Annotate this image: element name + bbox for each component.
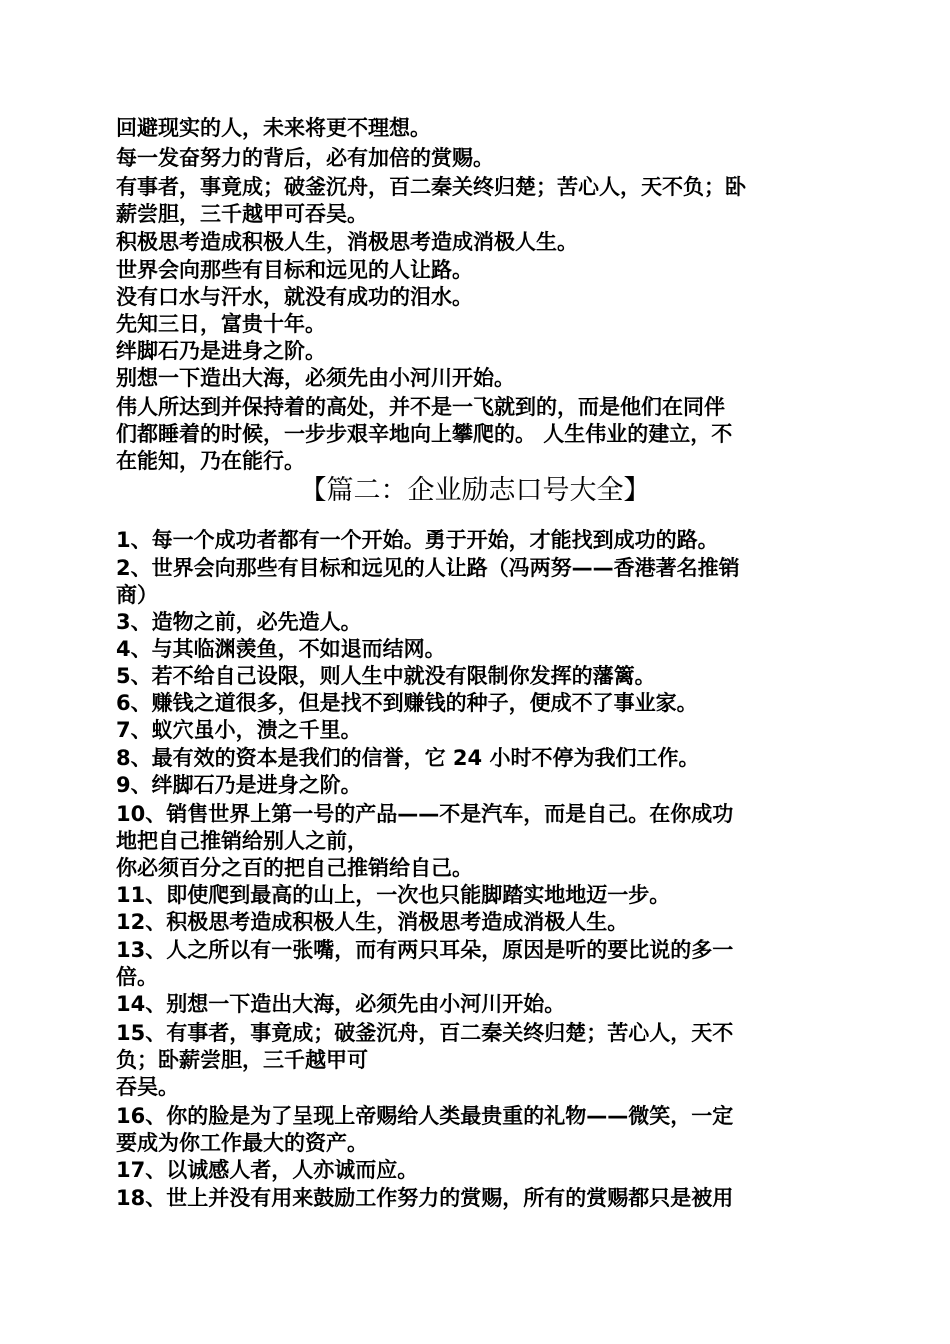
list-item: 吞吴。 xyxy=(116,1075,179,1099)
list-item: 商） xyxy=(116,583,158,607)
list-item: 3、造物之前，必先造人。 xyxy=(116,610,362,634)
list-item: 地把自己推销给别人之前， xyxy=(116,829,368,853)
text-line: 别想一下造出大海，必须先由小河川开始。 xyxy=(116,366,515,390)
list-item: 18、世上并没有用来鼓励工作努力的赏赐，所有的赏赐都只是被用 xyxy=(116,1186,734,1210)
list-item: 1、每一个成功者都有一个开始。勇于开始，才能找到成功的路。 xyxy=(116,528,719,552)
text-line: 世界会向那些有目标和远见的人让路。 xyxy=(116,258,473,282)
text-line: 们都睡着的时候，一步步艰辛地向上攀爬的。 人生伟业的建立，不 xyxy=(116,422,733,446)
list-item: 17、以诚感人者，人亦诚而应。 xyxy=(116,1158,419,1182)
list-item: 倍。 xyxy=(116,965,158,989)
text-line: 每一发奋努力的背后，必有加倍的赏赐。 xyxy=(116,146,494,170)
list-item: 你必须百分之百的把自己推销给自己。 xyxy=(116,856,473,880)
section-title: 【篇二：企业励志口号大全】 xyxy=(299,475,651,506)
list-item: 要成为你工作最大的资产。 xyxy=(116,1131,368,1155)
list-item: 7、蚁穴虽小，溃之千里。 xyxy=(116,718,362,742)
list-item: 9、绊脚石乃是进身之阶。 xyxy=(116,773,362,797)
list-item: 8、最有效的资本是我们的信誉，它 24 小时不停为我们工作。 xyxy=(116,746,700,770)
text-line: 薪尝胆，三千越甲可吞吴。 xyxy=(116,202,368,226)
text-line: 伟人所达到并保持着的高处，并不是一飞就到的，而是他们在同伴 xyxy=(116,395,725,419)
text-line: 没有口水与汗水，就没有成功的泪水。 xyxy=(116,285,473,309)
text-line: 先知三日，富贵十年。 xyxy=(116,312,326,336)
list-item: 15、有事者，事竟成；破釜沉舟，百二秦关终归楚；苦心人，天不 xyxy=(116,1021,734,1045)
text-line: 在能知，乃在能行。 xyxy=(116,449,305,473)
text-line: 回避现实的人，未来将更不理想。 xyxy=(116,116,431,140)
list-item: 6、赚钱之道很多，但是找不到赚钱的种子，便成不了事业家。 xyxy=(116,691,698,715)
text-line: 积极思考造成积极人生，消极思考造成消极人生。 xyxy=(116,230,578,254)
list-item: 5、若不给自己设限，则人生中就没有限制你发挥的藩篱。 xyxy=(116,664,656,688)
text-line: 绊脚石乃是进身之阶。 xyxy=(116,339,326,363)
list-item: 10、销售世界上第一号的产品——不是汽车，而是自己。在你成功 xyxy=(116,802,734,826)
list-item: 12、积极思考造成积极人生，消极思考造成消极人生。 xyxy=(116,910,629,934)
list-item: 2、世界会向那些有目标和远见的人让路（冯两努——香港著名推销 xyxy=(116,556,740,580)
list-item: 16、你的脸是为了呈现上帝赐给人类最贵重的礼物——微笑，一定 xyxy=(116,1104,734,1128)
list-item: 11、即使爬到最高的山上，一次也只能脚踏实地地迈一步。 xyxy=(116,883,671,907)
list-item: 14、别想一下造出大海，必须先由小河川开始。 xyxy=(116,992,566,1016)
list-item: 负；卧薪尝胆，三千越甲可 xyxy=(116,1048,368,1072)
list-item: 13、人之所以有一张嘴，而有两只耳朵，原因是听的要比说的多一 xyxy=(116,938,734,962)
list-item: 4、与其临渊羡鱼，不如退而结网。 xyxy=(116,637,446,661)
text-line: 有事者，事竟成；破釜沉舟，百二秦关终归楚；苦心人，天不负；卧 xyxy=(116,175,746,199)
